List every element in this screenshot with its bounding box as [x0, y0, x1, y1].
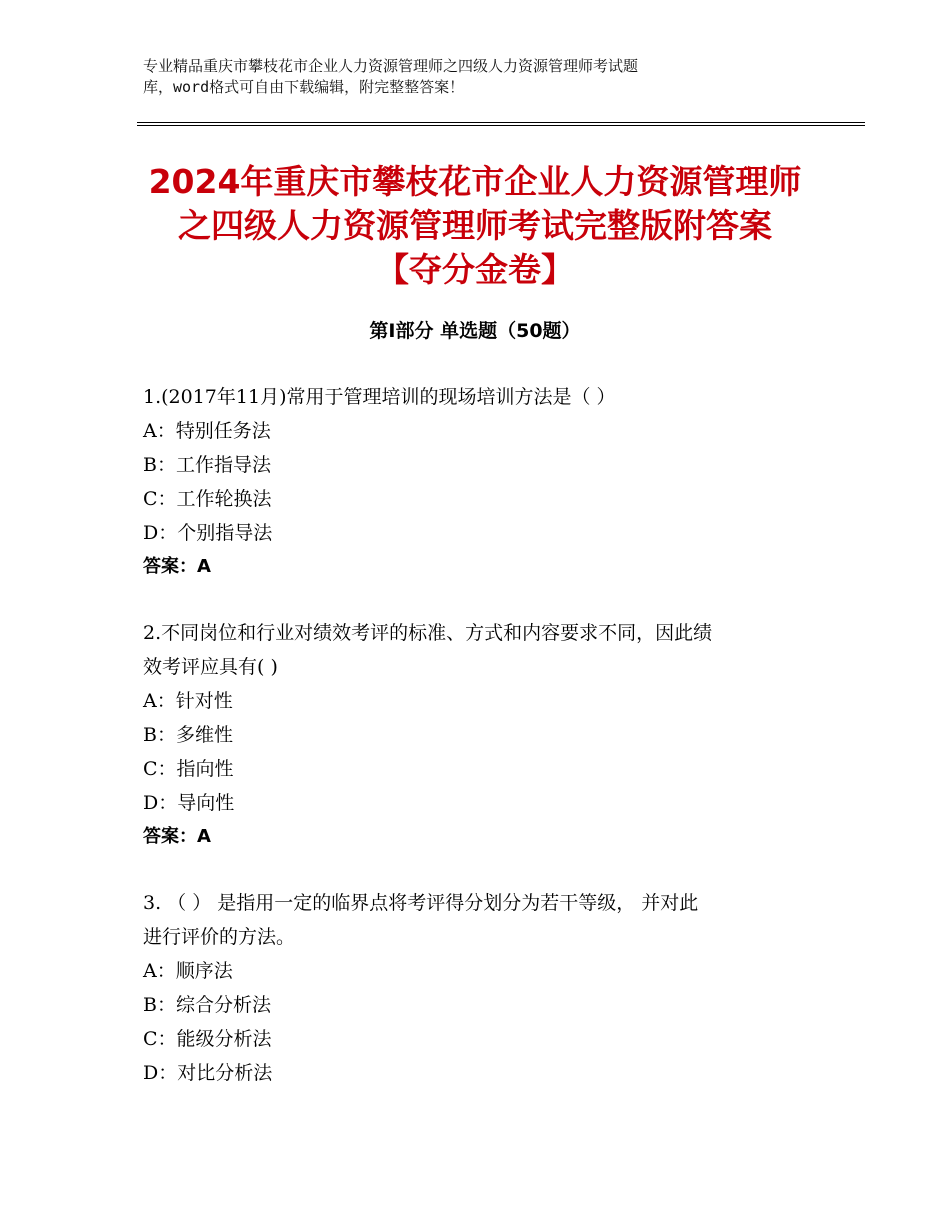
option-b: B：综合分析法 — [143, 994, 271, 1016]
section-title: 第Ⅰ部分 单选题（50题） — [369, 320, 581, 342]
option-d: D：导向性 — [143, 792, 235, 814]
option-b: B：工作指导法 — [143, 454, 271, 476]
question-stem-line: 进行评价的方法。 — [143, 926, 296, 948]
option-a: A：特别任务法 — [143, 420, 271, 442]
question-stem — [143, 380, 808, 414]
document-title-line-3: 【夺分金卷】 — [376, 250, 574, 289]
question-3 — [143, 886, 808, 1090]
question-2 — [143, 616, 808, 854]
question-1 — [143, 380, 808, 584]
document-title — [95, 160, 855, 292]
option-c: C：工作轮换法 — [143, 488, 272, 510]
option-a: A：针对性 — [143, 690, 233, 712]
question-stem-line: 效考评应具有( ) — [143, 656, 278, 678]
document-title-line-2: 之四级人力资源管理师考试完整版附答案 — [178, 206, 772, 245]
question-stem-line: 2.不同岗位和行业对绩效考评的标准、方式和内容要求不同，因此绩 — [143, 622, 713, 644]
answer: 答案：A — [143, 556, 211, 577]
question-stem — [143, 886, 808, 954]
question-stem-line: 1.(2017年11月)常用于管理培训的现场培训方法是（ ） — [143, 386, 616, 408]
header-note — [143, 56, 803, 98]
question-stem — [143, 616, 808, 684]
header-note-line-2: 库，word格式可自由下载编辑，附完整整答案！ — [143, 78, 465, 96]
answer: 答案：A — [143, 826, 211, 847]
option-d: D：个别指导法 — [143, 522, 273, 544]
option-b: B：多维性 — [143, 724, 233, 746]
header-divider — [137, 122, 865, 126]
document-title-line-1: 2024年重庆市攀枝花市企业人力资源管理师 — [148, 162, 802, 201]
option-c: C：指向性 — [143, 758, 234, 780]
question-stem-line: 3. （ ） 是指用一定的临界点将考评得分划分为若干等级， 并对此 — [143, 892, 699, 914]
option-d: D：对比分析法 — [143, 1062, 273, 1084]
question-list — [143, 380, 808, 1122]
header-note-line-1: 专业精品重庆市攀枝花市企业人力资源管理师之四级人力资源管理师考试题 — [143, 57, 639, 75]
option-c: C：能级分析法 — [143, 1028, 272, 1050]
option-a: A：顺序法 — [143, 960, 233, 982]
